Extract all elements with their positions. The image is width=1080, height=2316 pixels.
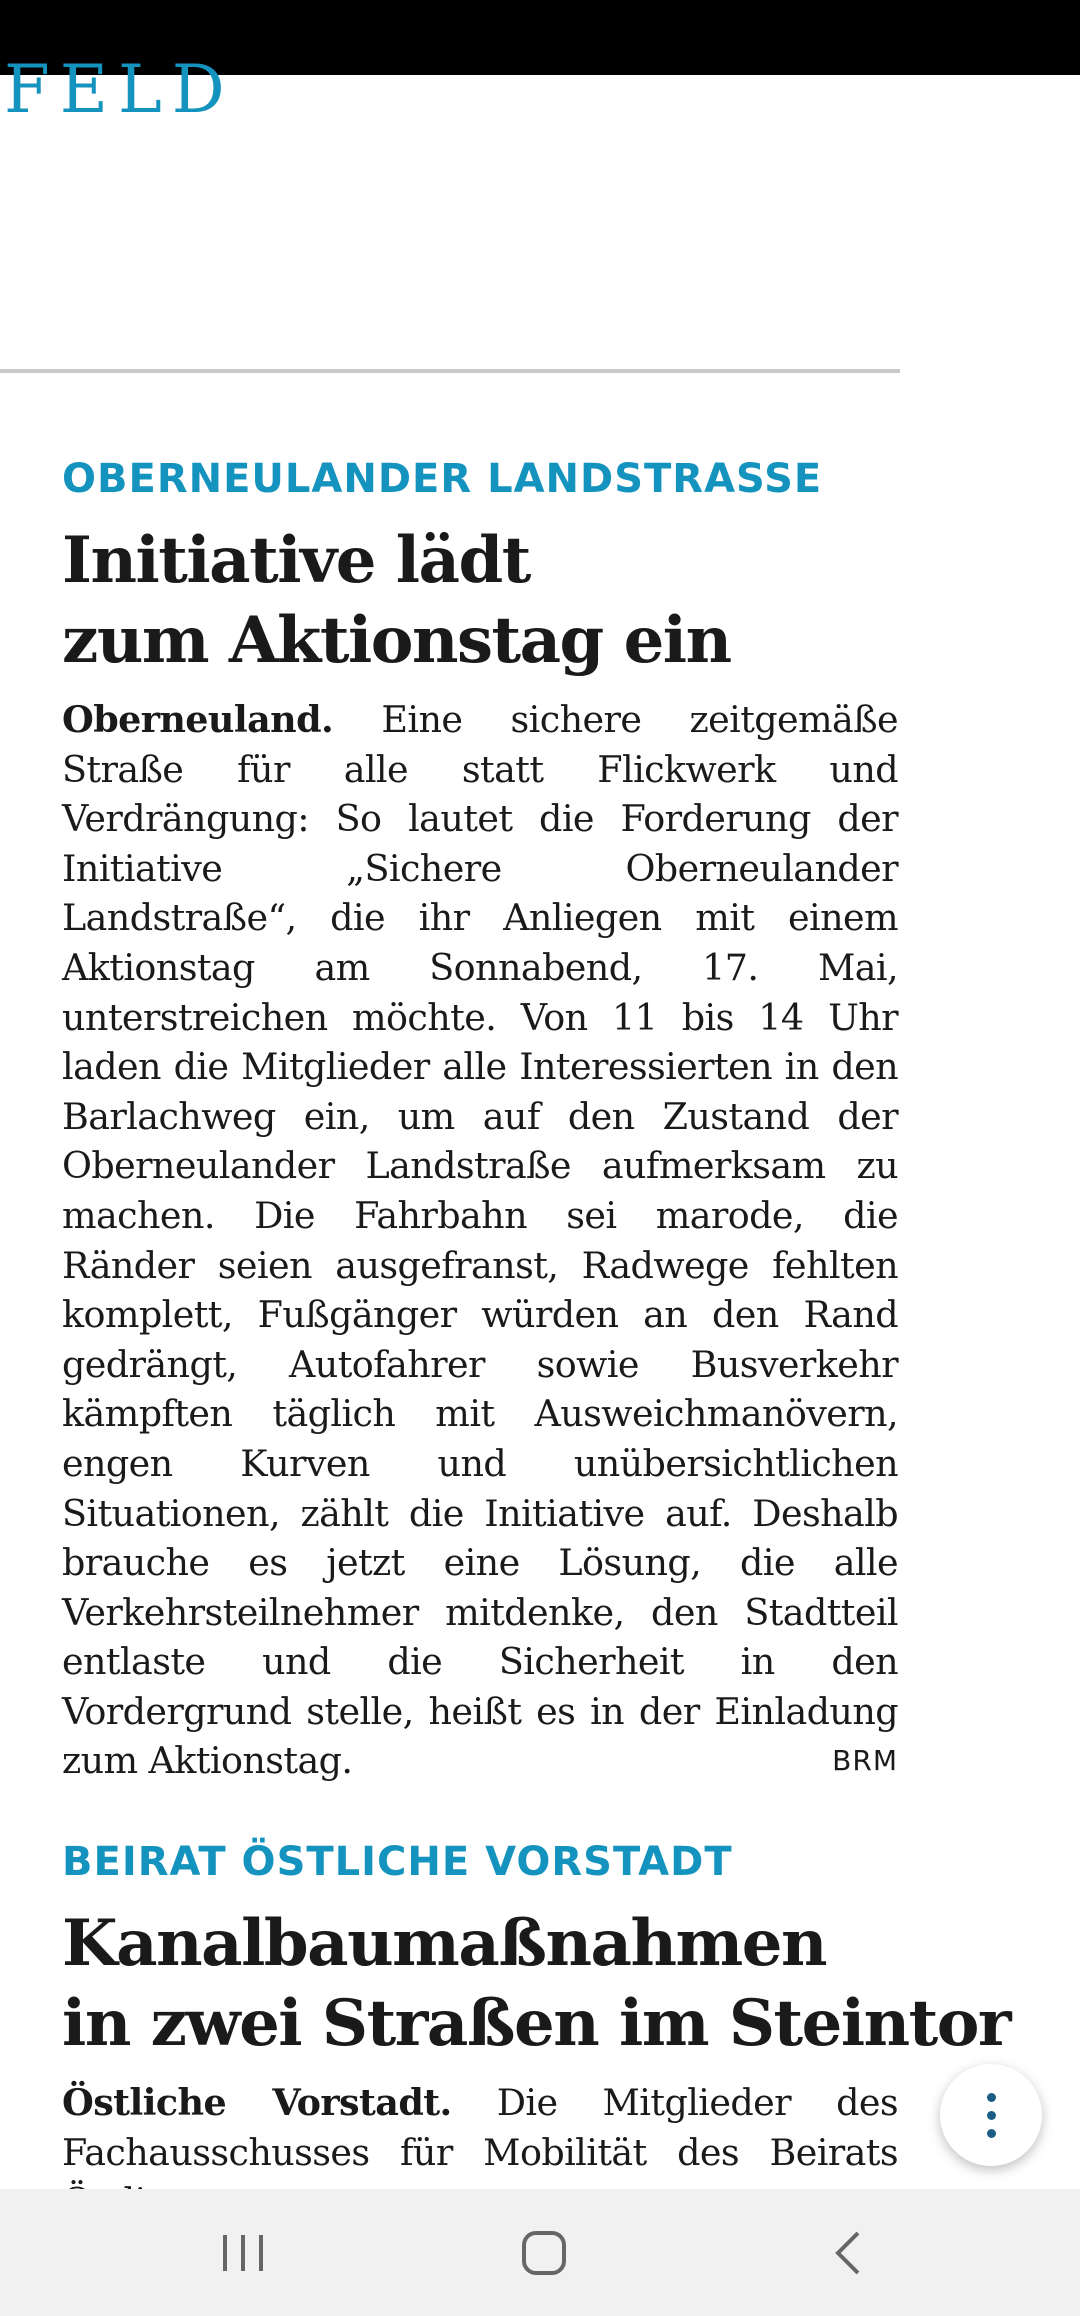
article-body — [62, 695, 898, 1786]
article-dateline: Östliche Vorstadt. — [62, 2081, 452, 2124]
article-headline — [62, 521, 898, 681]
headline-line: in zwei Straßen im Steintor — [62, 1986, 1011, 2061]
article-byline: BRM — [832, 1744, 898, 1778]
back-button[interactable] — [768, 2189, 928, 2316]
article-text: Eine sichere zeitgemäße Straße für alle statt Flickwerk und Verdrängung: So lautet die Forderung der Initiative „Sichere Oberneulander Landstraße“, die ihr Anliegen mit einem Aktionstag am Sonnabend, 17. Mai, unterstreichen möchte. Von 11 bis 14 Uhr laden die Mitglieder alle Interessierten in den Barlachweg ein, um auf den Zustand der Oberneulander Landstraße aufmerksam zu machen. Die Fahrbahn sei marode, die Ränder seien ausgefranst, Radwege fehlten komplett, Fußgänger würden an den Rand gedrängt, Autofahrer sowie Busverkehr kämpften täglich mit Ausweichmanövern, engen Kurven und unübersichtlichen Situationen, zählt die Initiative auf. Deshalb brauche es jetzt eine Lösung, die alle Verkehrsteilnehmer mitdenke, den Stadtteil entlaste und die Sicherheit in den Vordergrund stelle, heißt es in der Einladung zum Aktionstag. — [62, 698, 898, 1783]
more-vertical-icon-dot — [987, 2111, 996, 2120]
article-headline — [62, 1904, 1011, 2064]
home-button[interactable] — [464, 2189, 624, 2316]
article-kicker: OBERNEULANDER LANDSTRASSE — [62, 456, 823, 502]
recents-icon — [219, 2233, 267, 2273]
home-icon — [521, 2230, 567, 2276]
divider — [0, 369, 900, 373]
more-vertical-icon — [987, 2093, 996, 2102]
article-kicker: BEIRAT ÖSTLICHE VORSTADT — [62, 1839, 733, 1885]
headline-line: Kanalbaumaßnahmen — [62, 1906, 826, 1981]
headline-line: zum Aktionstag ein — [62, 603, 731, 678]
navigation-bar — [0, 2189, 1080, 2316]
article — [62, 1838, 1011, 2227]
article-dateline: Oberneuland. — [62, 698, 334, 741]
headline-line: Initiative lädt — [62, 523, 530, 598]
more-options-button[interactable] — [940, 2064, 1042, 2166]
article-text: Die Mitglieder des Fachausschusses für Mobilität des Beirats — [62, 2081, 898, 2174]
recents-button[interactable] — [163, 2189, 323, 2316]
section-header-fragment: FELD — [4, 51, 235, 128]
article-page[interactable] — [0, 51, 1080, 2189]
article — [62, 455, 898, 1786]
more-vertical-icon-dot — [987, 2129, 996, 2138]
back-icon — [832, 2229, 864, 2277]
